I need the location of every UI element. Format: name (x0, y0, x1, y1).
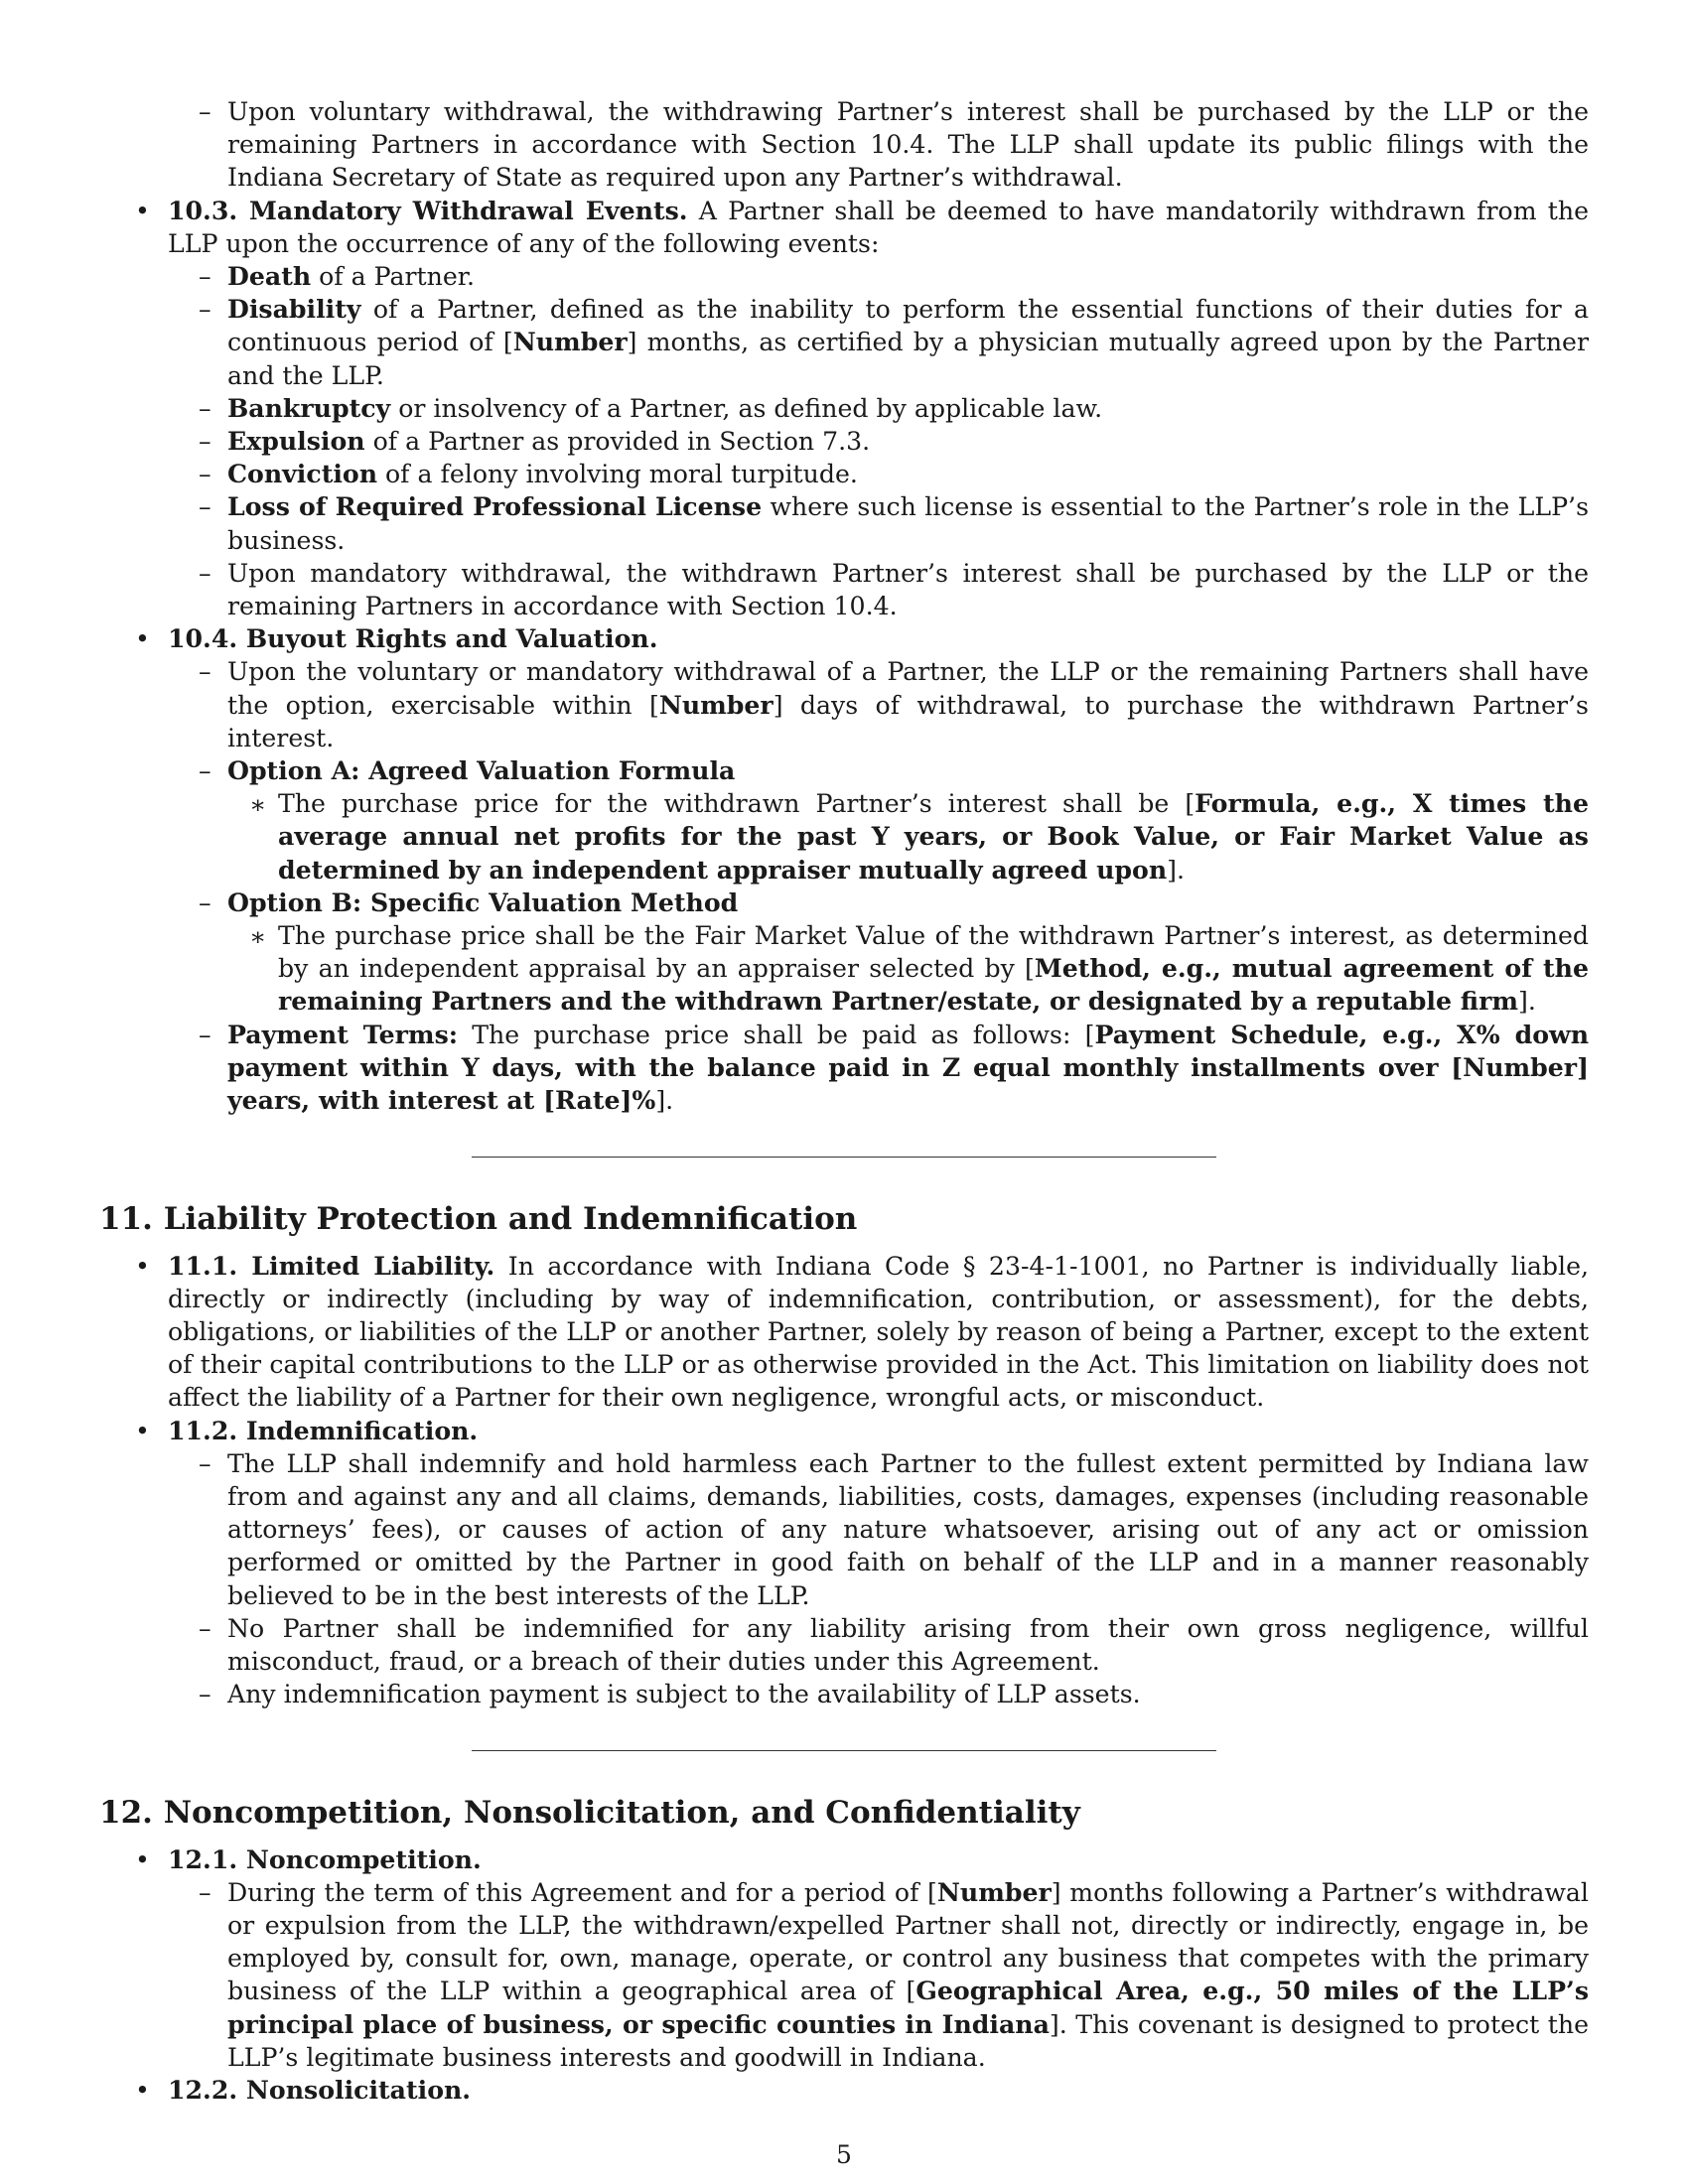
list-item (168, 260, 1589, 293)
body-text: A Partner shall be deemed to have mandatorily withdrawn from the LLP upon the occurrence of any of the following events: (168, 196, 1590, 258)
bold-text: 12.2. Nonsolicitation. (168, 2074, 472, 2105)
body-text: During the term of this Agreement and for a period of [ (227, 1877, 937, 1907)
clause-10-4-items (168, 655, 1589, 1117)
clause-11-1 (99, 1250, 1589, 1415)
bold-text: Number (512, 327, 628, 357)
list-item (168, 1876, 1589, 2074)
section-12-heading: 12. Noncompetition, Nonsolicitation, and Confidentiality (99, 1795, 1080, 1832)
body-text: of a Partner as provided in Section 7.3. (364, 427, 871, 457)
section-11-heading: 11. Liability Protection and Indemnification (99, 1201, 858, 1238)
bold-text: 12.1. Noncompetition. (168, 1843, 482, 1874)
page-number: 5 (836, 2140, 852, 2169)
body-text: ]. (1167, 855, 1185, 885)
list-item (168, 655, 1589, 754)
body-text: Any indemnification payment is subject to the availability of LLP assets. (227, 1680, 1141, 1709)
list-item (168, 490, 1589, 556)
body-text: The LLP shall indemnify and hold harmless each Partner to the fullest extent permitted by Indiana law from and against any and all claims, demands, liabilities, costs, damages, expenses (including reasonable attorneys’ fees), or causes of action of any nature whatsoever, arising out of any act or omission performed or omitted by the Partner in good faith on behalf of the LLP and in a manner reasonably believed to be in the best interests of the LLP. (227, 1448, 1589, 1610)
list-item (168, 1019, 1589, 1118)
section-11-list (99, 1250, 1589, 1711)
body-text: The purchase price shall be paid as follows: [ (458, 1020, 1095, 1049)
bold-text: Payment Terms: (227, 1019, 459, 1049)
body-text: ] months following a Partner’s withdrawal or expulsion from the LLP, the withdrawn/expelled Partner shall not, directly or indirectly, engage in, be employed by, consult for, own, manage, operate, or control any business that competes with the primary business of the LLP within a geographical area of [ (227, 1877, 1589, 2006)
bold-text: Number (658, 689, 774, 720)
bold-text: Payment Schedule, e.g., X% down payment within Y days, with the balance paid in Z equal monthly installments over [Number] years, with interest at [Rate]% (227, 1019, 1590, 1116)
bold-text: Loss of Required Professional License (227, 491, 763, 522)
body-text: Upon voluntary withdrawal, the withdrawing Partner’s interest shall be purchased by the LLP or the remaining Partners in accordance with Section 10.4. The LLP shall update its public filings with the Indiana Secretary of State as required upon any Partner’s withdrawal. (227, 97, 1589, 193)
list-item (168, 458, 1589, 490)
clause-12-2 (99, 2074, 1589, 2107)
body-text: Upon mandatory withdrawal, the withdrawn Partner’s interest shall be purchased by the LLP or the remaining Partners in accordance with Section 10.4. (227, 558, 1589, 621)
bold-text: 10.3. Mandatory Withdrawal Events. (168, 195, 688, 225)
clause-11-2 (99, 1415, 1589, 1711)
body-text: Upon the voluntary or mandatory withdrawal of a Partner, the LLP or the remaining Partners shall have the option, exercisable within [ (227, 657, 1589, 720)
clause-12-1-items (168, 1876, 1589, 2074)
bold-text: 11.2. Indemnification. (168, 1415, 479, 1445)
body-text: where such license is essential to the Partner’s role in the LLP’s business. (227, 492, 1589, 555)
option-b-list (227, 919, 1589, 1019)
clause-10-4 (99, 622, 1589, 1117)
body-text: of a Partner. (311, 262, 476, 292)
bold-text: Death (227, 261, 312, 292)
list-item (168, 557, 1589, 622)
list-item (168, 293, 1589, 392)
list-item (227, 919, 1589, 1019)
bold-text: Number (936, 1876, 1052, 1907)
body-text: The purchase price shall be the Fair Market Value of the withdrawn Partner’s interest, as determined by an independent appraisal by an appraiser selected by [ (278, 921, 1589, 984)
list-item (168, 754, 1589, 887)
list-item (168, 1447, 1589, 1612)
continued-list (99, 95, 1589, 195)
clause-10-3 (99, 195, 1589, 623)
bold-text: Option A: Agreed Valuation Formula (227, 755, 736, 786)
clause-10-3-events (168, 260, 1589, 622)
document-page (99, 95, 1589, 2107)
list-item (168, 887, 1589, 1019)
body-text: ]. (655, 1086, 674, 1116)
bold-text: Option B: Specific Valuation Method (227, 887, 739, 917)
bold-text: Expulsion (227, 426, 365, 457)
bold-text: Formula, e.g., X times the average annual net profits for the past Y years, or Book Value, or Fair Market Value as determined by an independent appraiser mutually agreed upon (278, 788, 1589, 885)
section-12-list (99, 1843, 1589, 2108)
clause-11-2-items (168, 1447, 1589, 1711)
list-item (168, 392, 1589, 425)
bold-text: Conviction (227, 459, 378, 489)
body-text: In accordance with Indiana Code § 23-4-1-1001, no Partner is individually liable, directly or indirectly (including by way of indemnification, contribution, or assessment), for the debts, obligations, or liabilities of the LLP or another Partner, solely by reason of being a Partner, except to the extent of their capital contributions to the LLP or as otherwise provided in the Act. This limitation on liability does not affect the liability of a Partner for their own negligence, wrongful acts, or misconduct. (168, 1251, 1589, 1413)
section-10-list (99, 195, 1589, 1118)
body-text: of a Partner, defined as the inability to perform the essential functions of their duties for a continuous period of [ (227, 295, 1589, 357)
body-text: The purchase price for the withdrawn Partner’s interest shall be [ (278, 789, 1196, 819)
list-item (227, 787, 1589, 887)
list-item (168, 1678, 1589, 1710)
body-text: or insolvency of a Partner, as defined by applicable law. (390, 393, 1103, 423)
bold-text: Bankruptcy (227, 392, 391, 423)
bold-text: 11.1. Limited Liability. (168, 1250, 495, 1281)
bold-text: Disability (227, 294, 361, 325)
clause-12-1 (99, 1843, 1589, 2074)
body-text: No Partner shall be indemnified for any liability arising from their own gross negligence, willful misconduct, fraud, or a breach of their duties under this Agreement. (227, 1613, 1589, 1676)
body-text: ] months, as certified by a physician mutually agreed upon by the Partner and the LLP. (227, 328, 1589, 390)
bold-text: 10.4. Buyout Rights and Valuation. (168, 623, 658, 654)
body-text: ] days of withdrawal, to purchase the withdrawn Partner’s interest. (227, 690, 1589, 752)
body-text: ]. This covenant is designed to protect the LLP’s legitimate business interests and goodwill in Indiana. (227, 2009, 1589, 2072)
option-a-list (227, 787, 1589, 887)
body-text: of a felony involving moral turpitude. (377, 460, 858, 489)
list-item (99, 95, 1589, 195)
bold-text: Geographical Area, e.g., 50 miles of the LLP’s principal place of business, or specific counties in Indiana (227, 1976, 1589, 2039)
list-item (168, 1612, 1589, 1678)
body-text: ]. (1518, 987, 1536, 1017)
bold-text: Method, e.g., mutual agreement of the remaining Partners and the withdrawn Partner/estate, or designated by a reputable firm (278, 953, 1589, 1017)
list-item (168, 425, 1589, 458)
